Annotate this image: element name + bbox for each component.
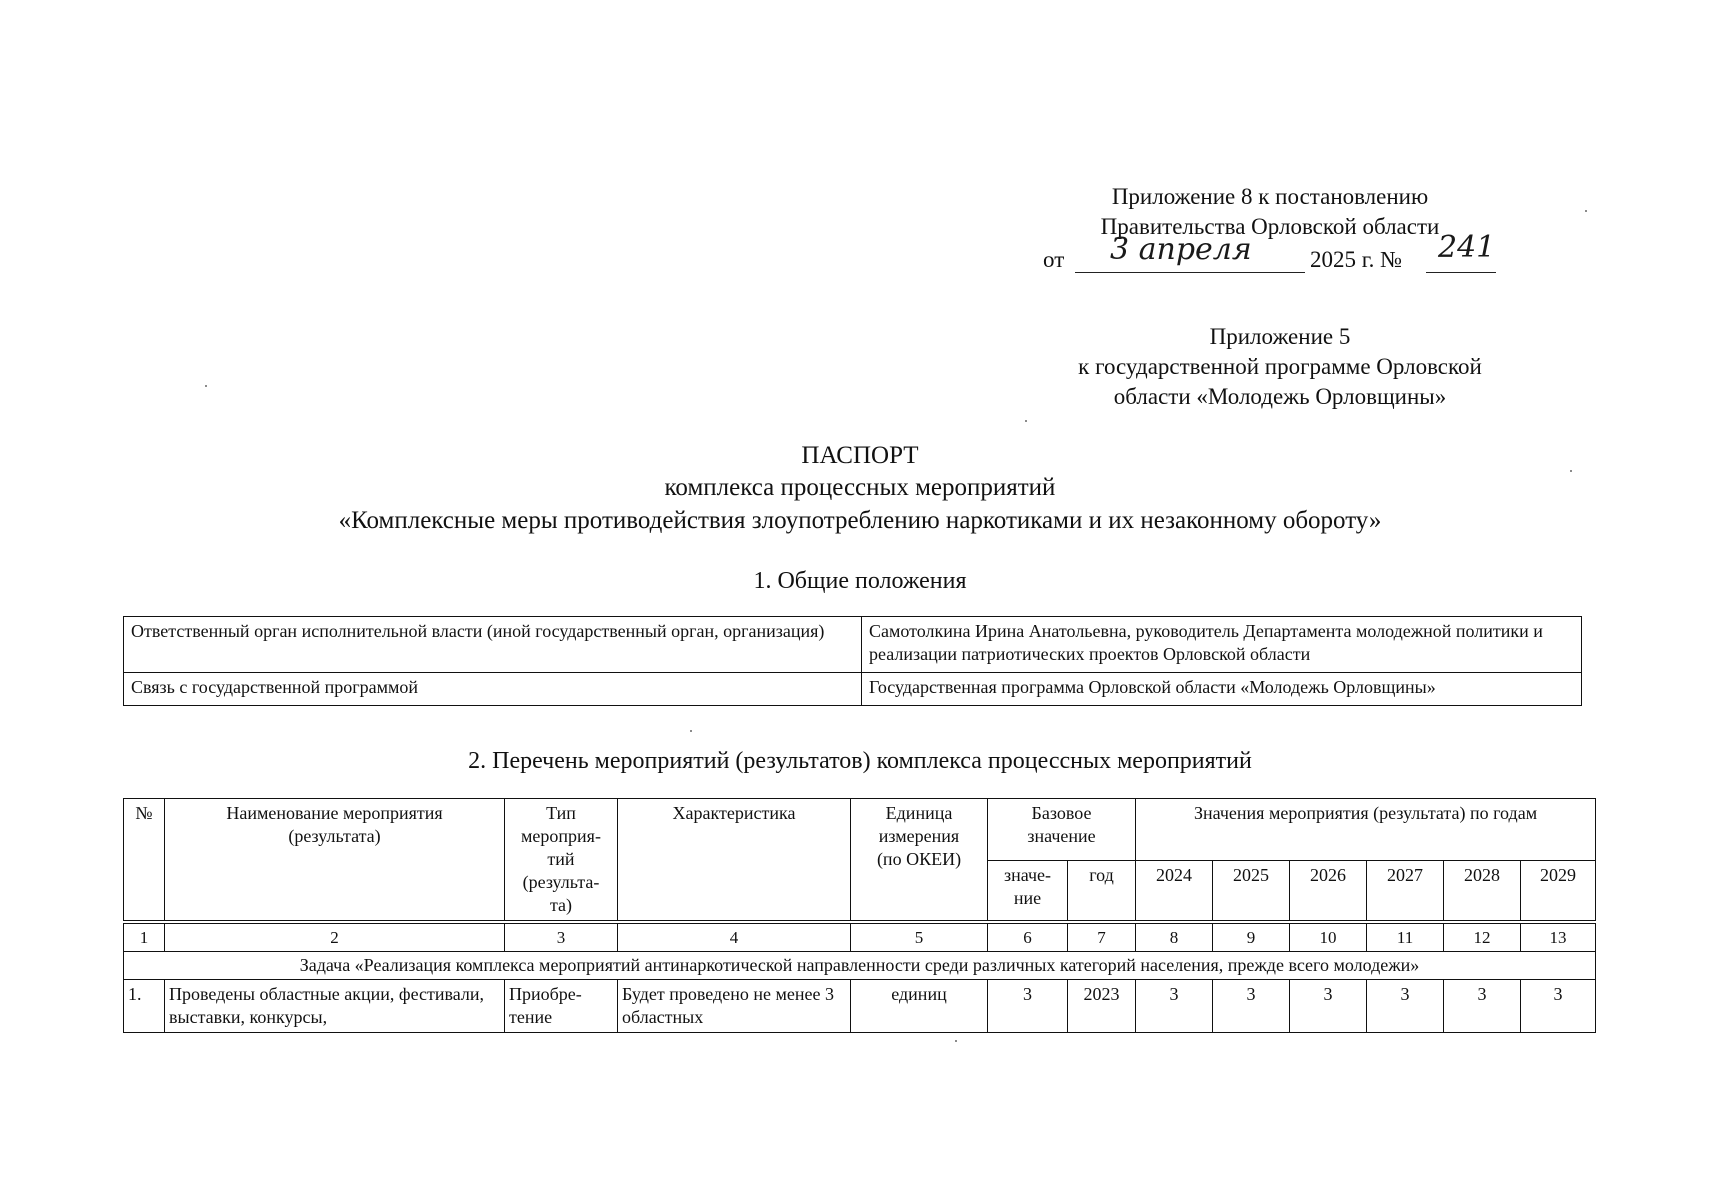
program-link-value: Государственная программа Орловской области «Молодежь Орловщины»: [862, 673, 1582, 706]
responsible-body-label: Ответственный орган исполнительной власти (иной государственный орган, организация): [124, 617, 862, 673]
table-row: [124, 980, 1596, 1033]
row-value: 3: [1367, 980, 1444, 1033]
row-value: 3: [1290, 980, 1367, 1033]
row-type: Приобре- тение: [505, 980, 618, 1033]
scan-speck: [205, 385, 207, 387]
responsible-body-value: Самотолкина Ирина Анатольевна, руководитель Департамента молодежной политики и реализации патриотических проектов Орловской области: [862, 617, 1582, 673]
header-base-year: год: [1068, 861, 1136, 921]
column-number: 6: [988, 924, 1068, 952]
activities-table: [123, 798, 1596, 1033]
row-characteristic: Будет проведено не менее 3 областных: [618, 980, 851, 1033]
scan-speck: [955, 1040, 957, 1042]
row-base-year: 2023: [1068, 980, 1136, 1033]
column-number: 13: [1521, 924, 1596, 952]
row-name: Проведены областные акции, фестивали, выставки, конкурсы,: [165, 980, 505, 1033]
task-text: Задача «Реализация комплекса мероприятий антинаркотической направленности среди различных категорий населения, прежде всего молодежи»: [124, 952, 1596, 980]
number-underline: [1426, 272, 1496, 273]
column-number: 11: [1367, 924, 1444, 952]
appendix-line1: Приложение 5: [1209, 324, 1351, 349]
complex-name: «Комплексные меры противодействия злоупотреблению наркотиками и их незаконному обороту»: [338, 507, 1382, 534]
date-underline: [1075, 272, 1305, 273]
header-name: Наименование мероприятия (результата): [165, 799, 505, 921]
header-values-by-year: Значения мероприятия (результата) по годам: [1136, 799, 1596, 861]
header-year: 2029: [1521, 861, 1596, 921]
table-row: [124, 617, 1582, 673]
scan-speck: [1025, 420, 1027, 422]
column-number: 8: [1136, 924, 1213, 952]
header-base-value: значе- ние: [988, 861, 1068, 921]
appendix-line2: к государственной программе Орловской: [1078, 354, 1482, 379]
row-base-value: 3: [988, 980, 1068, 1033]
row-value: 3: [1444, 980, 1521, 1033]
column-number: 12: [1444, 924, 1521, 952]
row-value: 3: [1521, 980, 1596, 1033]
scan-speck: [1585, 210, 1587, 212]
document-subtitle: комплекса процессных мероприятий: [664, 474, 1056, 501]
program-link-label: Связь с государственной программой: [124, 673, 862, 706]
row-value: 3: [1136, 980, 1213, 1033]
section1-heading: 1. Общие положения: [753, 568, 967, 594]
header-characteristic: Характеристика: [618, 799, 851, 921]
column-number: 4: [618, 924, 851, 952]
task-row: [124, 952, 1596, 980]
header-year: 2028: [1444, 861, 1521, 921]
row-value: 3: [1213, 980, 1290, 1033]
scan-speck: [1570, 470, 1572, 472]
header-base: Базовое значение: [988, 799, 1136, 861]
column-number: 3: [505, 924, 618, 952]
row-unit: единиц: [851, 980, 988, 1033]
column-number: 9: [1213, 924, 1290, 952]
ot-label: от: [1043, 247, 1065, 272]
column-numbers-row: [124, 924, 1596, 952]
section2-heading: 2. Перечень мероприятий (результатов) комплекса процессных мероприятий: [468, 748, 1252, 774]
table-header-row: [124, 799, 1596, 861]
header-unit: Единица измерения (по ОКЕИ): [851, 799, 988, 921]
header-num: №: [124, 799, 165, 921]
document-title: ПАСПОРТ: [801, 442, 919, 469]
year-number-label: 2025 г. №: [1310, 247, 1403, 272]
table-row: [124, 673, 1582, 706]
column-number: 1: [124, 924, 165, 952]
scan-speck: [690, 730, 692, 732]
column-number: 2: [165, 924, 505, 952]
header-year: 2025: [1213, 861, 1290, 921]
handwritten-date: 3 апреля: [1110, 232, 1252, 267]
header-year: 2027: [1367, 861, 1444, 921]
header-year: 2024: [1136, 861, 1213, 921]
general-provisions-table: [123, 616, 1582, 706]
column-number: 10: [1290, 924, 1367, 952]
header-type: Тип мероприя- тий (результа- та): [505, 799, 618, 921]
column-number: 5: [851, 924, 988, 952]
row-num: 1.: [124, 980, 165, 1033]
column-number: 7: [1068, 924, 1136, 952]
handwritten-number: 241: [1438, 230, 1496, 265]
order-reference-line1: Приложение 8 к постановлению: [1111, 184, 1429, 209]
appendix-line3: области «Молодежь Орловщины»: [1113, 384, 1447, 409]
order-reference-line2: Правительства Орловской области: [1100, 214, 1440, 239]
header-year: 2026: [1290, 861, 1367, 921]
